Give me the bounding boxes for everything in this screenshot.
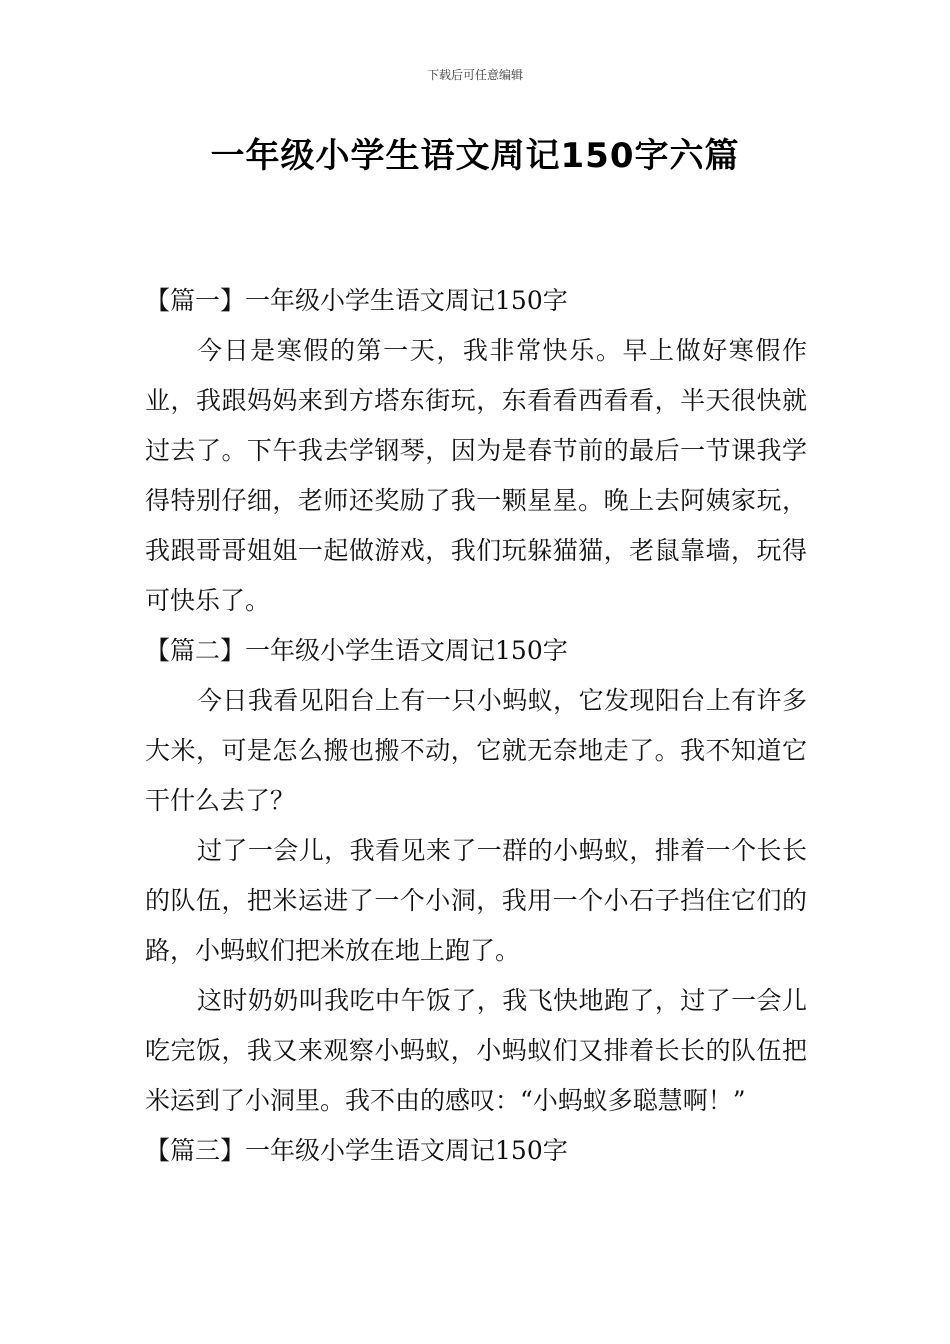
header-note: 下载后可任意编辑 <box>426 68 523 82</box>
paragraph: 这时奶奶叫我吃中午饭了，我飞快地跑了，过了一会儿吃完饭，我又来观察小蚂蚁，小蚂蚁们又排着长长的队伍把米运到了小洞里。我不由的感叹：“小蚂蚁多聪慧啊！” <box>145 986 807 1115</box>
paragraph: 过了一会儿，我看见来了一群的小蚂蚁，排着一个长长的队伍，把米运进了一个小洞，我用一个小石子挡住它们的路，小蚂蚁们把米放在地上跑了。 <box>145 836 807 965</box>
paragraph: 今日是寒假的第一天，我非常快乐。早上做好寒假作业，我跟妈妈来到方塔东街玩，东看看西看看，半天很快就过去了。下午我去学钢琴，因为是春节前的最后一节课我学得特别仔细，老师还奖励了我一颗星星。晚上去阿姨家玩，我跟哥哥姐姐一起做游戏，我们玩躲猫猫，老鼠靠墙，玩得可快乐了。 <box>145 336 807 615</box>
document-title: 一年级小学生语文周记150字六篇 <box>210 136 740 176</box>
paragraph: 今日我看见阳台上有一只小蚂蚁，它发现阳台上有许多大米，可是怎么搬也搬不动，它就无奈地走了。我不知道它干什么去了？ <box>145 686 807 815</box>
document-body <box>145 276 807 1176</box>
section-heading: 【篇一】一年级小学生语文周记150字 <box>145 286 568 315</box>
section-heading: 【篇三】一年级小学生语文周记150字 <box>145 1136 568 1165</box>
section-heading: 【篇二】一年级小学生语文周记150字 <box>145 636 568 665</box>
